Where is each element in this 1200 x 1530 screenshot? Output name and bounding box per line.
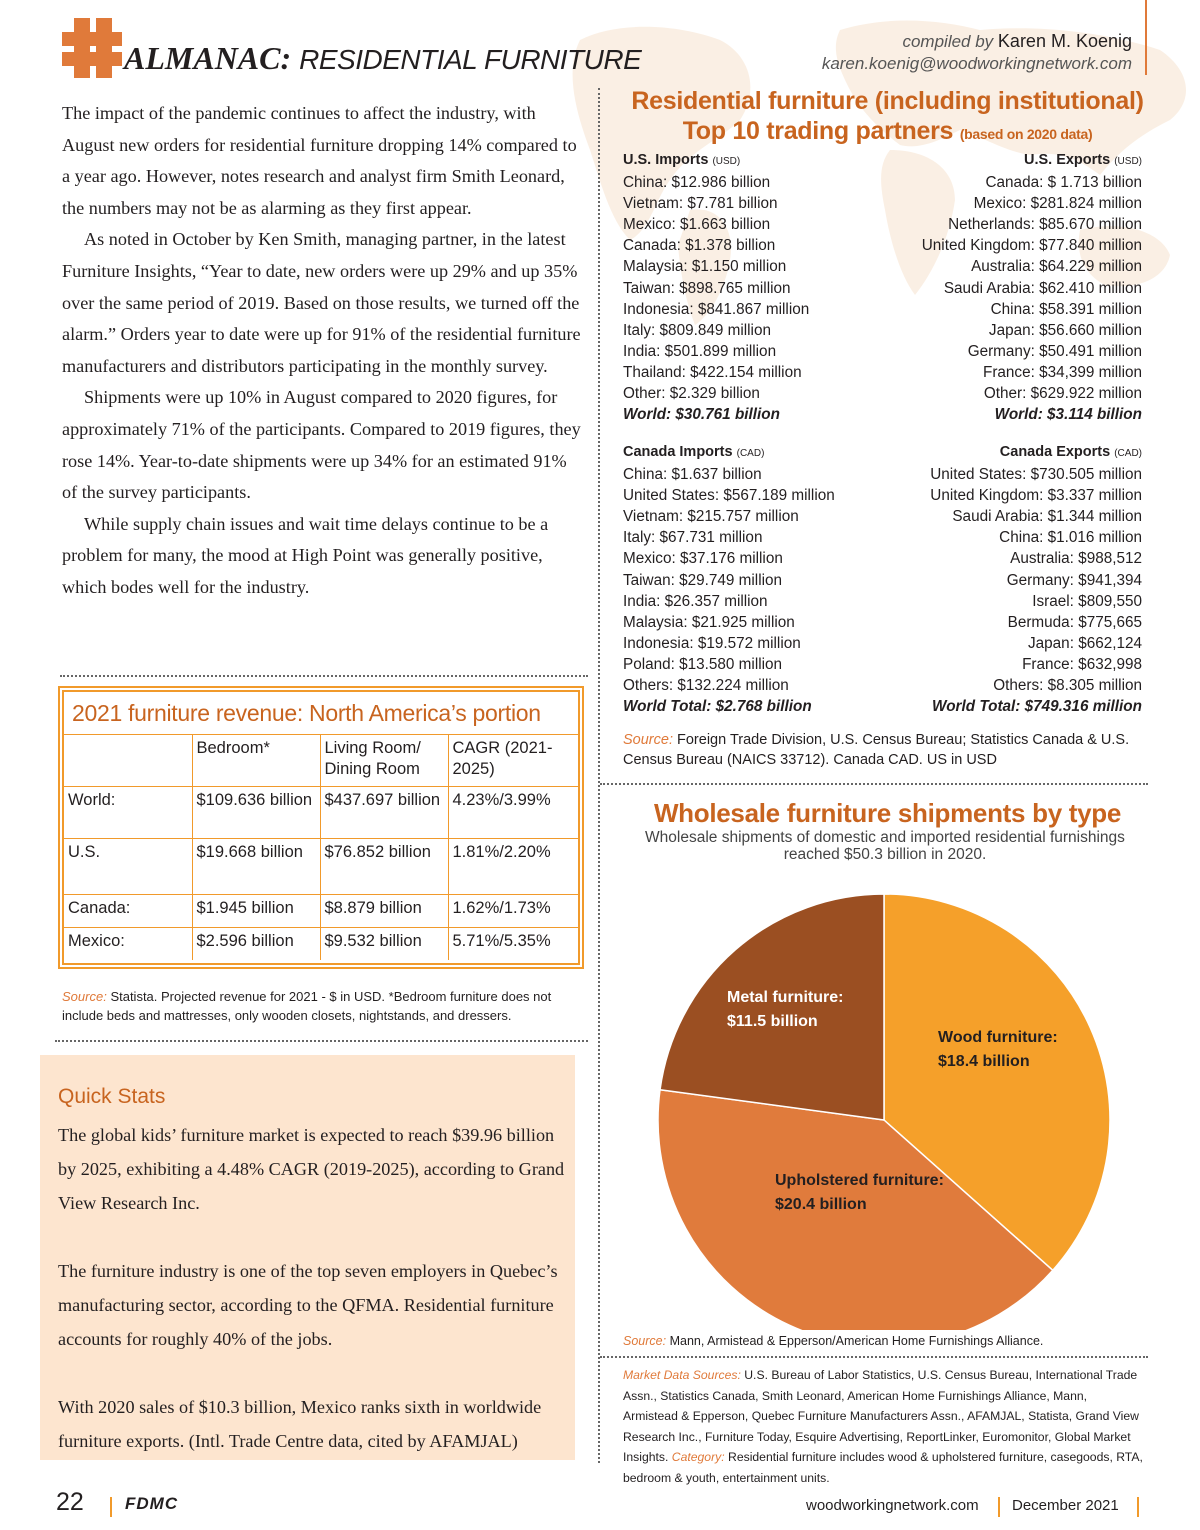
trading-title-note: (based on 2020 data)	[959, 126, 1093, 142]
list-item: Indonesia: $841.867 million	[623, 300, 810, 318]
pie-label-wood	[938, 1026, 1058, 1074]
table-cell: $2.596 billion	[192, 928, 320, 960]
footer-separator	[998, 1497, 1000, 1517]
page-number: 22	[56, 1488, 84, 1516]
list-item: Vietnam: $215.757 million	[623, 508, 799, 526]
us-imports-list	[623, 150, 809, 425]
table-header-row	[64, 735, 578, 787]
list-item: Australia: $64.229 million	[971, 258, 1142, 276]
quick-stats-title: Quick Stats	[58, 1085, 166, 1108]
chart-title: Wholesale furniture shipments by type	[653, 798, 1122, 828]
list-item: United States: $567.189 million	[623, 487, 835, 505]
table-row	[64, 895, 578, 928]
table-cell: Mexico:	[64, 928, 192, 960]
table-cell: Canada:	[64, 895, 192, 928]
pie-label-value: $11.5 billion	[727, 1013, 818, 1030]
quick-stats-body	[58, 1118, 568, 1492]
list-item: Mexico: $37.176 million	[623, 550, 783, 568]
list-item: Italy: $809.849 million	[623, 321, 771, 339]
divider	[60, 675, 588, 677]
list-item: Saudi Arabia: $1.344 million	[952, 508, 1142, 526]
list-item: United States: $730.505 million	[930, 466, 1142, 484]
trading-title-line1: Residential furniture (including institutional)	[631, 87, 1144, 115]
list-total: World: $3.114 billion	[994, 406, 1142, 424]
source-text: Mann, Armistead & Epperson/American Home Furnishings Alliance.	[669, 1334, 1044, 1348]
list-item: Other: $2.329 billion	[623, 385, 760, 403]
list-item: China: $1.016 million	[999, 529, 1142, 547]
intro-paragraph: The impact of the pandemic continues to affect the industry, with August new orders for residential furniture dropping 14% compared to a year ago. However, notes research and analyst firm Smith Leonard, the numbers may not be as alarming as they first appear.	[62, 103, 577, 218]
top-right-rule	[1145, 0, 1200, 75]
table-row	[64, 787, 578, 839]
canada-imports-list	[623, 442, 835, 717]
list-item: Taiwan: $29.749 million	[623, 571, 783, 589]
table-cell: 5.71%/5.35%	[448, 928, 578, 960]
quick-stat-item: The global kids’ furniture market is expected to reach $39.96 billion by 2025, exhibiting a 4.48% CAGR (2019-2025), according to Grand View Research Inc.	[58, 1125, 565, 1213]
revenue-table-title: 2021 furniture revenue: North America’s portion	[72, 700, 541, 726]
table-cell: $76.852 billion	[320, 839, 448, 895]
trading-title-line2: Top 10 trading partners	[682, 117, 954, 145]
list-item: Bermuda: $775,665	[1007, 613, 1142, 631]
category-label: Category:	[671, 1450, 725, 1464]
table-cell: U.S.	[64, 839, 192, 895]
table-cell: $9.532 billion	[320, 928, 448, 960]
list-heading: U.S. Imports	[623, 152, 709, 168]
list-item: Italy: $67.731 million	[623, 529, 763, 547]
market-data-sources	[623, 1365, 1143, 1488]
list-item: Japan: $56.660 million	[988, 321, 1142, 339]
revenue-table-box	[62, 690, 580, 965]
pie-label-name: Upholstered furniture:	[775, 1172, 944, 1189]
list-item: Japan: $662,124	[1028, 634, 1142, 652]
list-unit: (CAD)	[736, 448, 765, 459]
list-heading: U.S. Exports	[1023, 152, 1111, 168]
list-item: Other: $629.922 million	[983, 385, 1142, 403]
market-label: Market Data Sources:	[623, 1368, 741, 1382]
divider	[55, 1040, 588, 1042]
list-item: United Kingdom: $77.840 million	[921, 237, 1142, 255]
list-item: France: $34,399 million	[982, 363, 1142, 381]
list-item: India: $26.357 million	[623, 592, 768, 610]
intro-paragraph: Shipments were up 10% in August compared to 2020 figures, for approximately 71% of the participants. Compared to 2019 figures, they rose 14%. Year-to-date shipments were up 34% for an estimated 91% of the survey participants.	[62, 387, 581, 503]
intro-paragraph: While supply chain issues and wait time delays continue to be a problem for many, the mood at High Point was generally positive, which bodes well for the industry.	[62, 513, 549, 597]
source-text: Statista. Projected revenue for 2021 - $ in USD. *Bedroom furniture does not include beds and mattresses, only wooden closets, nightstands, and dressers.	[62, 989, 552, 1023]
table-cell: 1.81%/2.20%	[448, 839, 578, 895]
list-item: Others: $132.224 million	[623, 677, 789, 695]
byline-prefix: compiled by	[902, 32, 994, 51]
list-item: Israel: $809,550	[1032, 592, 1142, 610]
byline	[822, 30, 1132, 75]
list-item: Taiwan: $898.765 million	[623, 279, 791, 297]
list-item: Malaysia: $21.925 million	[623, 613, 795, 631]
author-email[interactable]: karen.koenig@woodworkingnetwork.com	[821, 54, 1132, 73]
footer-website[interactable]: woodworkingnetwork.com	[806, 1497, 979, 1514]
table-cell: $437.697 billion	[320, 787, 448, 839]
table-header: Living Room/ Dining Room	[320, 735, 448, 787]
list-item: Canada: $ 1.713 billion	[985, 174, 1142, 192]
list-item: Germany: $941,394	[1006, 571, 1142, 589]
pie-label-value: $18.4 billion	[938, 1053, 1030, 1070]
list-item: Mexico: $281.824 million	[973, 195, 1142, 213]
canada-exports-list	[930, 442, 1142, 717]
pie-label-name: Metal furniture:	[727, 989, 844, 1006]
list-item: France: $632,998	[1022, 655, 1142, 673]
table-row	[64, 928, 578, 960]
list-total: World Total: $2.768 billion	[623, 698, 812, 716]
trading-source	[623, 730, 1153, 770]
list-item: Thailand: $422.154 million	[623, 363, 802, 381]
revenue-table	[64, 734, 578, 960]
trading-title	[600, 86, 1175, 149]
list-item: India: $501.899 million	[623, 342, 777, 360]
table-cell: $8.879 billion	[320, 895, 448, 928]
divider	[600, 783, 1148, 785]
list-item: Poland: $13.580 million	[623, 655, 783, 673]
almanac-logo-icon	[62, 18, 122, 78]
list-heading: Canada Exports	[999, 444, 1111, 460]
pie-label-name: Wood furniture:	[938, 1029, 1058, 1046]
list-item: Germany: $50.491 million	[967, 342, 1142, 360]
author-name: Karen M. Koenig	[997, 31, 1132, 51]
brand-logo: FDMC	[125, 1494, 179, 1513]
divider	[600, 1356, 1148, 1358]
list-item: United Kingdom: $3.337 million	[930, 487, 1142, 505]
chart-source	[623, 1334, 1043, 1348]
list-heading: Canada Imports	[623, 444, 733, 460]
pie-label-metal	[727, 986, 843, 1034]
list-item: Saudi Arabia: $62.410 million	[943, 279, 1142, 297]
quick-stat-item: With 2020 sales of $10.3 billion, Mexico ranks sixth in worldwide furniture exports. (Intl. Trade Centre data, cited by AFAMJAL)	[58, 1397, 542, 1451]
list-item: China: $1.637 billion	[623, 466, 762, 484]
intro-article	[62, 98, 582, 604]
list-item: Australia: $988,512	[1010, 550, 1142, 568]
pie-label-value: $20.4 billion	[775, 1196, 867, 1213]
list-unit: (USD)	[1114, 156, 1142, 167]
table-header	[64, 735, 192, 787]
market-text: U.S. Bureau of Labor Statistics, U.S. Census Bureau, International Trade Assn., Statistics Canada, Smith Leonard, American Home Furnishings Alliance, Mann, Armistead & Epperson, Quebec Furniture Manufacturers Assn., AFAMJAL, Statista, Grand View Research Inc., Furniture Today, Esquire Advertising, ReportLinker, Euromonitor, Global Market Insights.	[623, 1368, 1139, 1464]
table-cell: $109.636 billion	[192, 787, 320, 839]
table-cell: 4.23%/3.99%	[448, 787, 578, 839]
issue-date: December 2021	[1012, 1497, 1119, 1514]
list-item: Vietnam: $7.781 billion	[623, 195, 778, 213]
quick-stat-item: The furniture industry is one of the top seven employers in Quebec’s manufacturing sector, according to the QFMA. Residential furniture accounts for roughly 40% of the jobs.	[58, 1261, 558, 1349]
list-total: World Total: $749.316 million	[932, 698, 1142, 716]
table-cell: World:	[64, 787, 192, 839]
list-item: China: $12.986 billion	[623, 174, 771, 192]
table-header: Bedroom*	[192, 735, 320, 787]
table-header: CAGR (2021-2025)	[448, 735, 578, 787]
table-cell: $19.668 billion	[192, 839, 320, 895]
table-cell: $1.945 billion	[192, 895, 320, 928]
pie-label-upholstered	[775, 1169, 944, 1217]
list-item: Mexico: $1.663 billion	[623, 216, 771, 234]
list-total: World: $30.761 billion	[623, 406, 780, 424]
source-label: Source:	[623, 1334, 667, 1348]
list-item: Indonesia: $19.572 million	[623, 634, 801, 652]
chart-subtitle: Wholesale shipments of domestic and imported residential furnishings reached $50.3 billion in 2020.	[645, 829, 1125, 863]
shipments-pie-chart	[600, 860, 1180, 1330]
table-cell: 1.62%/1.73%	[448, 895, 578, 928]
source-label: Source:	[623, 732, 673, 748]
source-text: Foreign Trade Division, U.S. Census Bureau; Statistics Canada & U.S. Census Bureau (NAICS 33712). Canada CAD. US in USD	[623, 732, 1130, 768]
list-item: Others: $8.305 million	[993, 677, 1142, 695]
section-label: ALMANAC:	[124, 40, 292, 76]
intro-paragraph: As noted in October by Ken Smith, managing partner, in the latest Furniture Insights, “Year to date, new orders were up 29% and up 35% over the same period of 2019. Based on those results, we turned off the alarm.” Orders year to date were up for 91% of the residential furniture manufacturers and distributors participating in the monthly survey.	[62, 229, 581, 376]
list-unit: (CAD)	[1114, 448, 1142, 459]
list-unit: (USD)	[712, 156, 741, 167]
page-title	[124, 40, 641, 77]
footer-separator	[1137, 1497, 1139, 1517]
table-row	[64, 839, 578, 895]
revenue-source	[62, 987, 582, 1025]
footer-separator	[110, 1497, 112, 1517]
section-title: RESIDENTIAL FURNITURE	[299, 44, 642, 75]
list-item: China: $58.391 million	[990, 300, 1142, 318]
source-label: Source:	[62, 989, 107, 1004]
quick-stats-panel	[40, 1055, 575, 1460]
list-item: Malaysia: $1.150 million	[623, 258, 787, 276]
category-text: Residential furniture includes wood & upholstered furniture, casegoods, RTA, bedroom & youth, entertainment units.	[623, 1450, 1143, 1485]
list-item: Netherlands: $85.670 million	[948, 216, 1142, 234]
list-item: Canada: $1.378 billion	[623, 237, 776, 255]
us-exports-list	[922, 150, 1142, 425]
